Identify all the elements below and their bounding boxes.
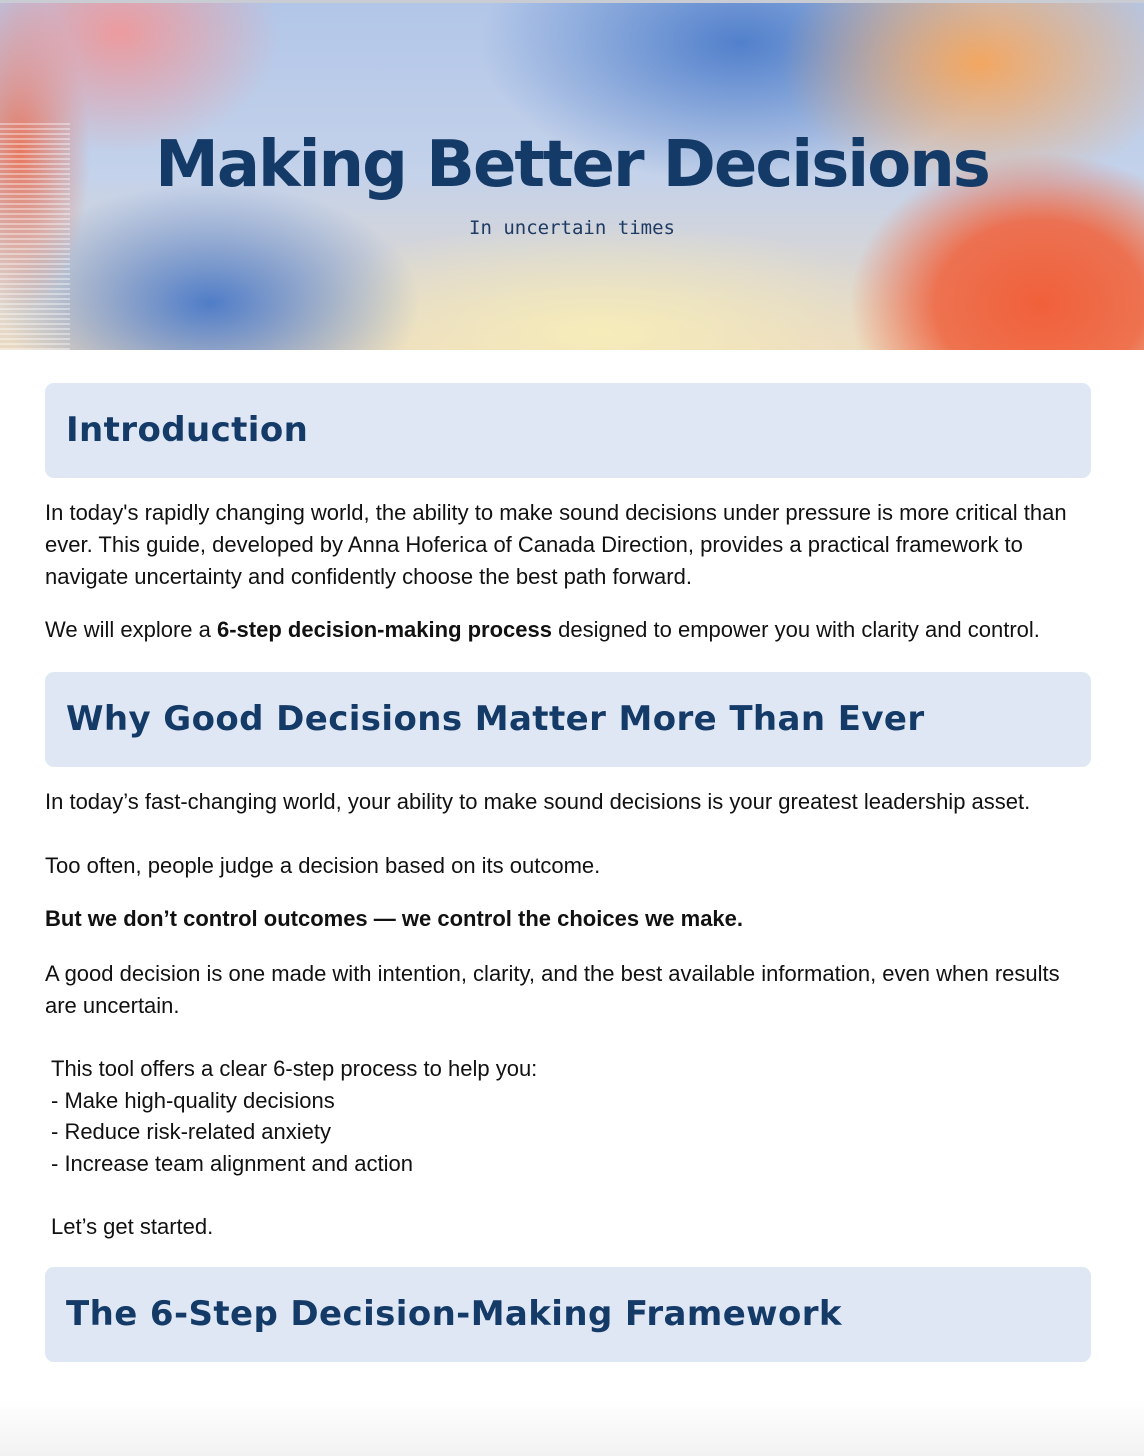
hero-banner xyxy=(0,0,1144,350)
intro-paragraph-2-emphasis: 6-step decision-making process xyxy=(217,617,552,642)
page-title: Making Better Decisions xyxy=(155,128,989,202)
section-heading-introduction: Introduction xyxy=(66,410,309,450)
why-paragraph-3: But we don’t control outcomes — we control the choices we make. xyxy=(45,906,744,931)
list-item: - Make high-quality decisions xyxy=(51,1087,335,1113)
benefits-list-intro: This tool offers a clear 6-step process to help you: xyxy=(51,1056,538,1081)
intro-paragraph-2 xyxy=(45,614,1095,646)
section-heading-why: Why Good Decisions Matter More Than Ever xyxy=(66,699,925,739)
section-why-header xyxy=(45,672,1091,767)
benefits-list xyxy=(51,1053,951,1179)
page-subtitle: In uncertain times xyxy=(469,217,675,239)
section-framework-header xyxy=(45,1267,1091,1362)
intro-paragraph-1: In today's rapidly changing world, the ability to make sound decisions under pressure is more critical than ever. This guide, developed by Anna Hoferica of Canada Direction, provides a practical framework to navigate uncertainty and confidently choose the best path forward. xyxy=(45,500,1067,589)
intro-paragraph-2-tail: designed to empower you with clarity and control. xyxy=(552,617,1040,642)
why-paragraph-1: In today’s fast-changing world, your ability to make sound decisions is your greatest leadership asset. xyxy=(45,789,1031,814)
closing-line: Let’s get started. xyxy=(51,1214,214,1239)
why-paragraph-4: A good decision is one made with intention, clarity, and the best available information, even when results are uncertain. xyxy=(45,961,1060,1018)
page-bottom-fade xyxy=(0,1400,1144,1456)
why-paragraph-2: Too often, people judge a decision based on its outcome. xyxy=(45,853,601,878)
list-item: - Reduce risk-related anxiety xyxy=(51,1119,332,1144)
section-heading-framework: The 6-Step Decision-Making Framework xyxy=(66,1294,842,1334)
section-introduction-header xyxy=(45,383,1091,478)
list-item: - Increase team alignment and action xyxy=(51,1150,413,1176)
intro-paragraph-2-lead: We will explore a xyxy=(45,617,217,642)
